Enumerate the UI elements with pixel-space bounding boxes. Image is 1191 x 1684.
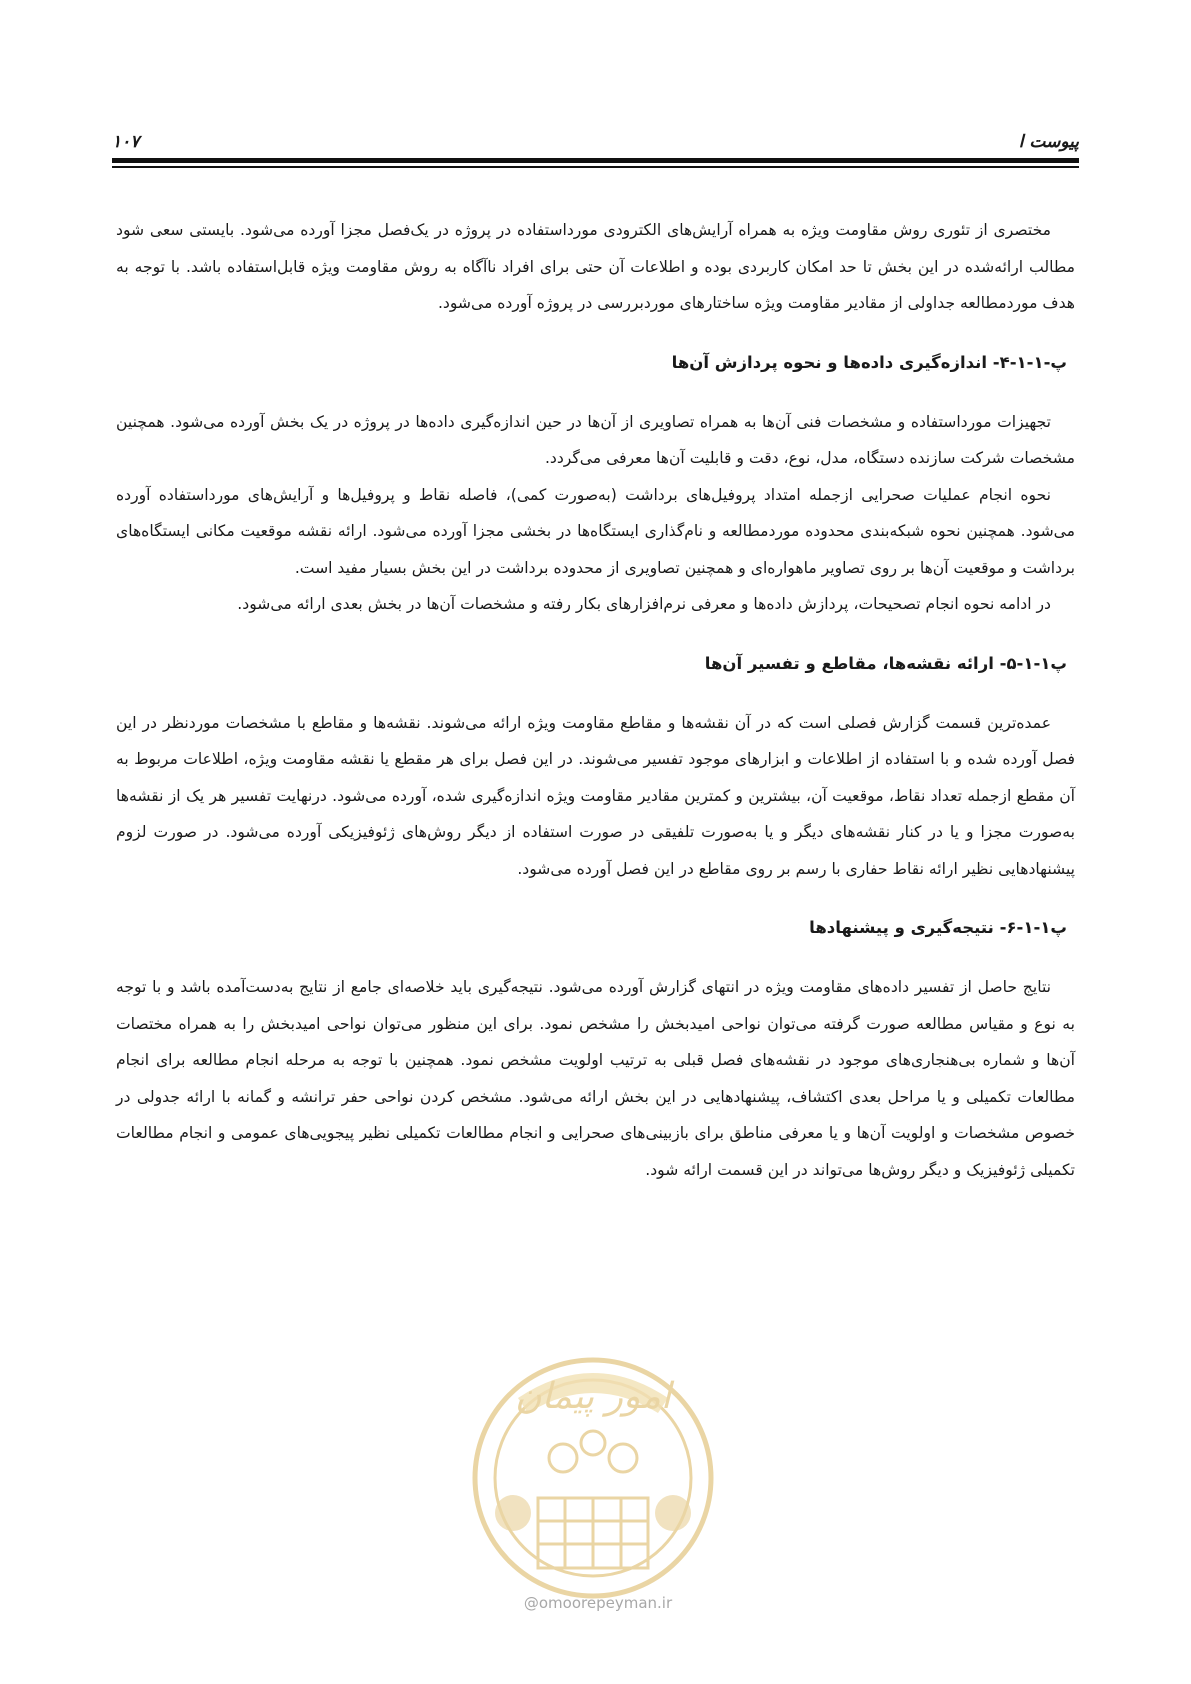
paragraph-field-operations: نحوه انجام عملیات صحرایی ازجمله امتداد پروفیل‌های برداشت (به‌صورت کمی)، فاصله نقاط و پروفیل‌ها و آرایش‌های مورداستفاده آورده می‌شود. همچنین نحوه شبکه‌بندی محدوده موردمطالعه و نام‌گذاری ایستگاه‌ها در بخشی مجزا آورده می‌شود. ارائه نقشه موقعیت مکانی ایستگاه‌های برداشت و موقعیت آن‌ها بر روی تصاویر ماهواره‌ای و همچنین تصاویری از محدوده برداشت در این بخش بسیار مفید است. bbox=[116, 485, 1075, 577]
paragraph-maps-sections: عمده‌ترین قسمت گزارش فصلی است که در آن نقشه‌ها و مقاطع مقاومت ویژه ارائه می‌شوند. نقشه‌ها و مقاطع با مشخصات موردنظر در این فصل آورده شده و با استفاده از اطلاعات و ابزارهای موجود تفسیر می‌شوند. در این فصل برای هر مقطع یا نقشه مقاومت ویژه، اطلاعات مربوط به آن مقطع ازجمله تعداد نقاط، موقعیت آن، بیشترین و کمترین مقادیر مقاومت ویژه اندازه‌گیری شده، آورده می‌شود. درنهایت تفسیر هر یک از نقشه‌ها به‌صورت مجزا و یا در کنار نقشه‌های دیگر و یا به‌صورت تلفیقی در صورت استفاده از دیگر روش‌های ژئوفیزیکی آورده می‌شود. در صورت لزوم پیشنهادهایی نظیر ارائه نقاط حفاری با رسم بر روی مقاطع در این فصل آورده می‌شود. bbox=[116, 713, 1075, 878]
page-header bbox=[112, 128, 1079, 156]
section-heading-measurement: پ-۱-۱-۴- اندازه‌گیری داده‌ها و نحوه پردازش آن‌ها bbox=[671, 352, 1067, 372]
body-content bbox=[116, 212, 1075, 1188]
watermark-url: @omoorepeyman.ir bbox=[523, 1594, 673, 1612]
paragraph-conclusion: نتایج حاصل از تفسیر داده‌های مقاومت ویژه در انتهای گزارش آورده می‌شود. نتیجه‌گیری باید خلاصه‌ای جامع از نتایج به‌دست‌آمده باشد و با توجه به نوع و مقیاس مطالعه صورت گرفته می‌توان نواحی امیدبخش را مشخص نمود. برای این منظور می‌توان نواحی امیدبخش را به همراه مختصات آن‌ها و شماره بی‌هنجاری‌های موجود در نقشه‌های فصل قبلی به ترتیب اولویت مشخص نمود. همچنین با توجه به مرحله انجام مطالعه برای انجام مطالعات تکمیلی و یا مراحل بعدی اکتشاف، پیشنهادهایی در این بخش ارائه می‌شود. مشخص کردن نواحی حفر ترانشه و گمانه با ارائه جدولی در خصوص مشخصات و اولویت آن‌ها و یا معرفی مناطق برای بازبینی‌های صحرایی و انجام مطالعات تکمیلی نظیر پیجویی‌های عمومی و انجام مطالعات تکمیلی ژئوفیزیک و دیگر روش‌ها می‌تواند در این قسمت ارائه شود. bbox=[116, 978, 1075, 1179]
page-number: ۱۰۷ bbox=[112, 132, 140, 152]
paragraph-processing: در ادامه نحوه انجام تصحیحات، پردازش داده‌ها و معرفی نرم‌افزارهای بکار رفته و مشخصات آن‌ها در بخش بعدی ارائه می‌شود. bbox=[237, 595, 1051, 613]
section-heading-maps: پ۱-۱-۵- ارائه نقشه‌ها، مقاطع و تفسیر آن‌ها bbox=[704, 653, 1067, 673]
header-rule-thin bbox=[112, 166, 1079, 168]
section-heading-conclusion: پ۱-۱-۶- نتیجه‌گیری و پیشنهادها bbox=[809, 918, 1067, 937]
appendix-title: پیوست ا bbox=[1018, 132, 1079, 152]
paragraph-intro: مختصری از تئوری روش مقاومت ویژه به همراه آرایش‌های الکترودی مورداستفاده در پروژه در یک‌فصل مجزا آورده می‌شود. بایستی سعی شود مطالب ارائه‌شده در این بخش تا حد امکان کاربردی بوده و اطلاعات آن حتی برای افراد ناآگاه به روش مقاومت ویژه قابل‌استفاده باشد. با توجه به هدف موردمطالعه جداولی از مقادیر مقاومت ویژه ساختارهای موردبررسی در پروژه آورده می‌شود. bbox=[116, 221, 1075, 312]
watermark-logo bbox=[458, 1338, 728, 1618]
paragraph-equipment: تجهیزات مورداستفاده و مشخصات فنی آن‌ها به همراه تصاویری از آن‌ها در حین اندازه‌گیری داده‌ها در پروژه در یک بخش آورده می‌شود. همچنین مشخصات شرکت سازنده دستگاه، مدل، نوع، دقت و قابلیت آن‌ها معرفی می‌گردد. bbox=[116, 412, 1075, 467]
watermark-logo-text: امور پیمان bbox=[515, 1376, 671, 1417]
header-rule-thick bbox=[112, 158, 1079, 163]
